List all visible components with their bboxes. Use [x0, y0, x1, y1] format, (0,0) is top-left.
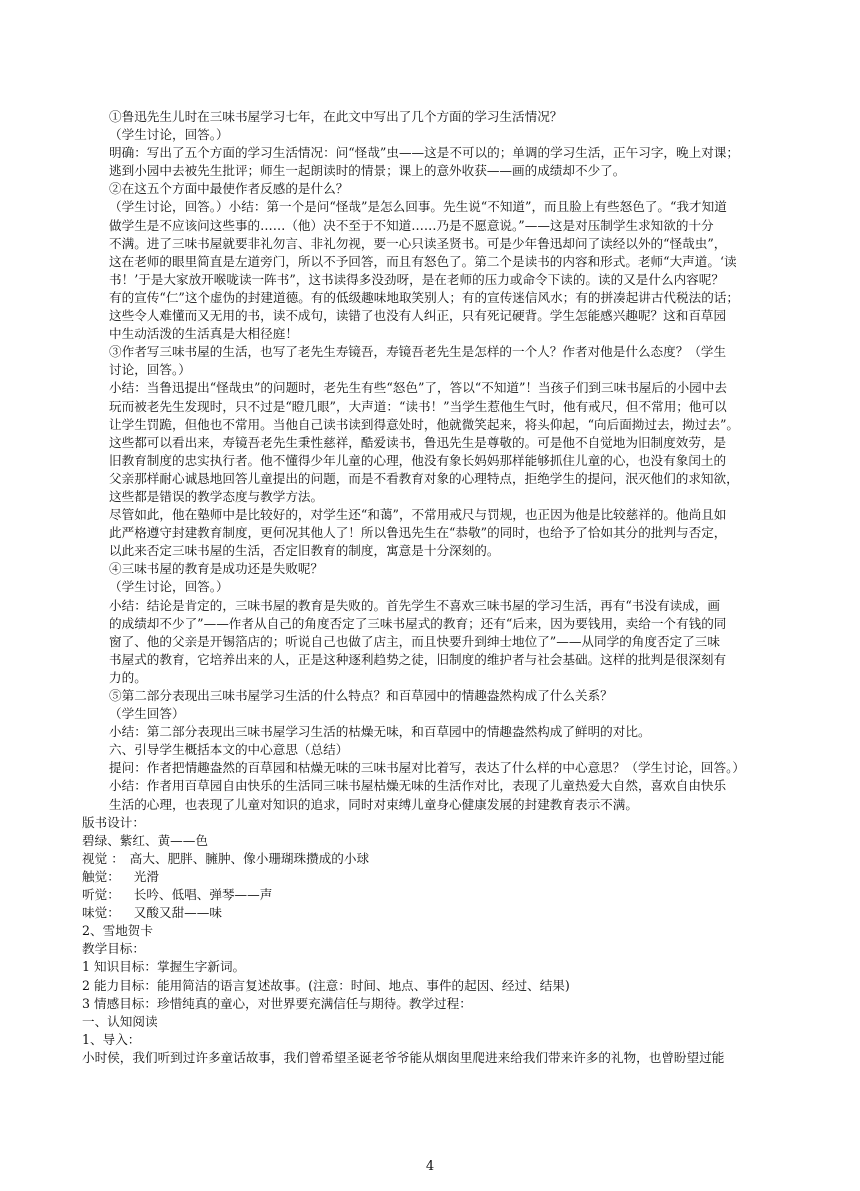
teaching-goal: 2 能力目标：能用简洁的语言复述故事。(注意：时间、地点、事件的起因、经过、结果): [82, 977, 570, 993]
paragraph: 窗了、他的父亲是开锡箔店的；听说自己也做了店主，而且快要升到绅士地位了”——从同学的角度否定了三味: [109, 633, 720, 649]
paragraph: 这些令人难懂而又无用的书，读不成句，读错了也没有人纠正，只有死记硬背。学生怎能感兴趣呢？这和百草园: [109, 308, 727, 324]
paragraph: （学生讨论，回答。）小结：第一个是问“怪哉”是怎么回事。先生说“不知道”，而且脸上有些怒色了。“我才知道: [109, 199, 727, 215]
paragraph: （学生讨论，回答。）: [109, 127, 229, 143]
intro-paragraph: 小时侯，我们听到过许多童话故事，我们曾希望圣诞老爷爷能从烟囱里爬进来给我们带来许多的礼物，也曾盼望过能: [82, 1049, 725, 1065]
board-design: [82, 814, 792, 923]
paragraph: 这些都是错误的教学态度与教学方法。: [109, 488, 324, 504]
paragraph: 讨论，回答。）: [109, 362, 191, 378]
lesson-analysis-paragraphs: [82, 108, 792, 814]
paragraph: 这些都可以看出来，寿镜吾老先生秉性慈祥，酷爱读书，鲁迅先生是尊敬的。可是他不自觉地为旧制度效劳，是: [109, 434, 727, 450]
paragraph: 父亲那样耐心诚恳地回答儿童提出的问题，而是不看教育对象的心理特点，拒绝学生的提问，泯灭他们的求知欲，: [109, 470, 739, 486]
document-body: [82, 108, 792, 1067]
board-design-line: 碧绿、紫红、黄——色: [82, 832, 208, 848]
board-design-title: 版书设计：: [82, 814, 145, 830]
sense-label: 听觉：: [82, 887, 120, 903]
lesson-snow-card: [82, 922, 792, 1067]
teaching-goals-title: 教学目标：: [82, 941, 145, 957]
paragraph: 书屋式的教育，它培养出来的人，正是这种逐利趋势之徒，旧制度的维护者与社会基础。这样的批判是很深刻有: [109, 651, 727, 667]
paragraph: ④三味书屋的教育是成功还是失败呢？: [109, 561, 324, 577]
paragraph: 此严格遵守封建教育制度，更何况其他人了！所以鲁迅先生在“恭敬”的同时，也给予了恰如其分的批判与否定，: [109, 525, 727, 541]
paragraph: 提问：作者把情趣盎然的百草园和枯燥无味的三味书屋对比着写，表达了什么样的中心意思？（学生讨论，回答。）: [109, 760, 745, 776]
paragraph: （学生讨论，回答。）: [109, 579, 229, 595]
board-design-row: [82, 886, 792, 904]
paragraph: 旧教育制度的忠实执行者。他不懂得少年儿童的心理，他没有象长妈妈那样能够抓住儿童的心，也没有象闰土的: [109, 452, 727, 468]
paragraph: 这在老师的眼里简直是左道旁门，所以不予回答，而且有怒色了。第二个是读书的内容和形式。老师“大声道。‘读: [109, 253, 737, 269]
paragraph: 的成绩却不少了”——作者从自己的角度否定了三味书屋式的教育；还有“后来，因为要钱用，卖给一个有钱的同: [109, 615, 727, 631]
paragraph: 力的。: [109, 669, 147, 685]
section-heading: 一、认知阅读: [82, 1013, 158, 1029]
paragraph: 尽管如此，他在塾师中是比较好的，对学生还“和蔼”，不常用戒尺与罚规，也正因为他是比较慈祥的。他尚且如: [109, 507, 727, 523]
page-number: 4: [425, 1159, 435, 1174]
paragraph: 小结：当鲁迅提出“怪哉虫”的问题时，老先生有些“怒色”了，答以“不知道”！当孩子们到三味书屋后的小园中去: [109, 380, 727, 396]
paragraph: 做学生是不应该问这些事的……（他）决不至于不知道……乃是不愿意说。”——这是对压制学生求知欲的十分: [109, 217, 714, 233]
paragraph: 六、引导学生概括本文的中心意思（总结）: [109, 742, 349, 758]
paragraph: 小结：作者用百草园自由快乐的生活同三味书屋枯燥无味的生活作对比，表现了儿童热爱大自然，喜欢自由快乐: [109, 778, 727, 794]
teaching-goal: 3 情感目标：珍惜纯真的童心，对世界要充满信任与期待。教学过程：: [82, 995, 472, 1011]
sense-label: 视觉 ：: [82, 850, 124, 866]
step-heading: 1、导入：: [82, 1031, 141, 1047]
paragraph: 不满。进了三味书屋就要非礼勿言、非礼勿视，要一心只读圣贤书。可是少年鲁迅却问了读经以外的“怪哉虫”，: [109, 235, 727, 251]
sense-text: 高大、肥胖、臃肿、像小珊瑚珠攒成的小球: [129, 850, 370, 866]
board-design-row: [82, 904, 792, 922]
teaching-goal: 1 知识目标：掌握生字新词。: [82, 959, 246, 975]
paragraph: 中生动活泼的生活真是大相径庭！: [109, 326, 298, 342]
paragraph: ①鲁迅先生儿时在三味书屋学习七年，在此文中写出了几个方面的学习生活情况？: [109, 109, 563, 124]
sense-label: 触觉：: [82, 868, 120, 884]
sense-text: 又酸又甜——味: [133, 905, 222, 921]
paragraph: 让学生罚跪，但他也不常用。当他自己读书读到得意处时，他就微笑起来，将头仰起，“向后面拗过去，拗过去”。: [109, 416, 739, 432]
paragraph: 小结：第二部分表现出三味书屋学习生活的枯燥无味，和百草园中的情趣盎然构成了鲜明的对比。: [109, 724, 651, 740]
board-design-row: [82, 868, 792, 886]
paragraph: 有的宣传“仁”这个虚伪的封建道德。有的低级趣味地取笑别人；有的宣传迷信风水；有的拼凑起讲古代税法的话；: [109, 289, 739, 305]
paragraph: 书！’于是大家放开喉咙读一阵书”，这书读得多没劲呀，是在老师的压力或命令下读的。读的又是什么内容呢？: [109, 271, 724, 287]
paragraph: ②在这五个方面中最使作者反感的是什么？: [109, 181, 349, 197]
paragraph: 明确：写出了五个方面的学习生活情况：问“怪哉”虫——这是不可以的；单调的学习生活，正午习字，晚上对课；: [109, 145, 739, 161]
paragraph: 玩而被老先生发现时，只不过是“瞪几眼”，大声道：“读书！”当学生惹他生气时，他有戒尺，但不常用；他可以: [109, 398, 727, 414]
paragraph: 小结：结论是肯定的，三味书屋的教育是失败的。首先学生不喜欢三味书屋的学习生活，再有“书没有读成，画: [109, 597, 720, 613]
paragraph: 逃到小园中去被先生批评；师生一起朗读时的情景；课上的意外收获——画的成绩却不少了。: [109, 163, 626, 179]
lesson-title: 2、雪地贺卡: [82, 923, 153, 939]
sense-text: 光滑: [133, 868, 159, 884]
sense-text: 长吟、低唱、弹琴——声: [133, 887, 273, 903]
paragraph: ③作者写三味书屋的生活，也写了老先生寿镜吾，寿镜吾老先生是怎样的一个人？作者对他是什么态度？（学生: [109, 344, 727, 360]
paragraph: 以此来否定三味书屋的生活，否定旧教育的制度，寓意是十分深刻的。: [109, 543, 500, 559]
paragraph: 生活的心理，也表现了儿童对知识的追求，同时对束缚儿童身心健康发展的封建教育表示不满。: [109, 796, 638, 812]
paragraph: ⑤第二部分表现出三味书屋学习生活的什么特点？和百草园中的情趣盎然构成了什么关系？: [109, 688, 613, 703]
sense-label: 味觉：: [82, 905, 120, 921]
board-design-row: [82, 850, 792, 868]
paragraph: （学生回答）: [109, 706, 185, 722]
